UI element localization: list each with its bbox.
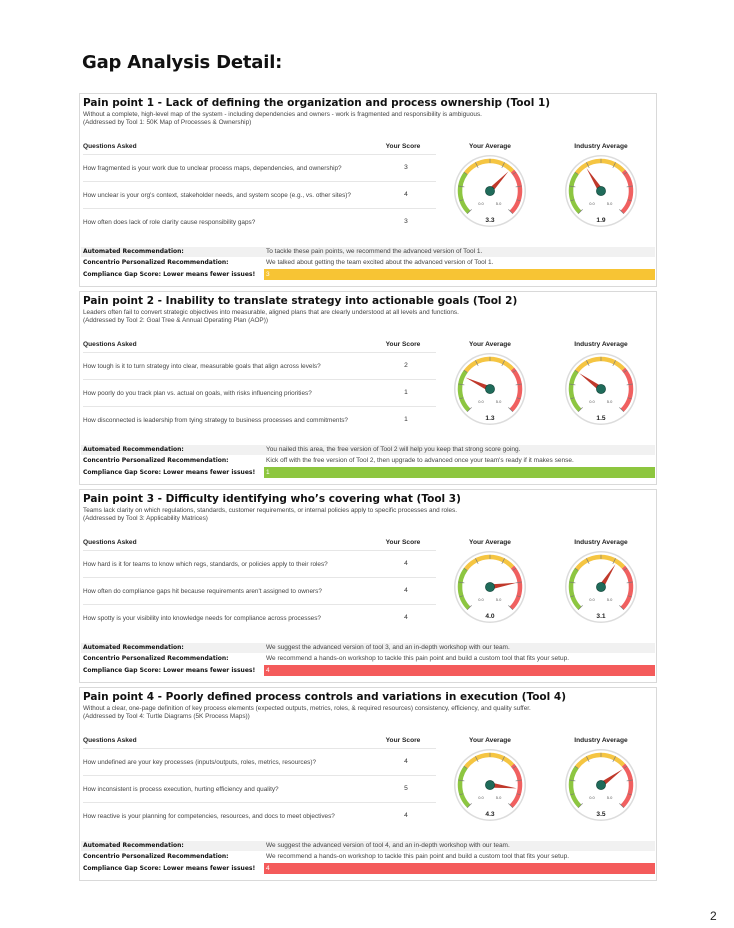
automated-label: Automated Recommendation:: [83, 644, 184, 651]
description-text: Without a clear, one-page definition of key process elements (expected outputs, metrics, roles, & required resources) consistency, efficiency, and quality suffer.: [83, 705, 531, 712]
gauge-max-label: 5.0: [606, 398, 613, 404]
your-average-gauge: [452, 352, 528, 426]
gauge-max-label: 5.0: [495, 794, 502, 800]
questions-header: Questions Asked: [83, 143, 137, 150]
industry-average-header: Industry Average: [574, 539, 628, 546]
question-score: 4: [404, 559, 408, 567]
question-text-value: How disconnected is leadership from tying strategy to business processes and commitments?: [83, 416, 348, 424]
your-average-header: Your Average: [469, 737, 511, 744]
gauge-max-label: 5.0: [606, 200, 613, 206]
description-text: Without a complete, high-level map of the system - including dependencies and owners - work is fragmented and responsibility is ambiguous.: [83, 111, 482, 118]
question-text-value: How inconsistent is process execution, hurting efficiency and quality?: [83, 785, 279, 793]
gauge-min-label: 0.0: [478, 398, 484, 404]
industry-average-gauge: [563, 352, 639, 426]
automated-recommendation: To tackle these pain points, we recommend the advanced version of Tool 1.: [266, 248, 483, 255]
your-average-value: 1.3: [485, 415, 495, 422]
question-row: [83, 406, 436, 432]
your-average-header: Your Average: [469, 341, 511, 348]
industry-average-gauge: [563, 154, 639, 228]
gauge-min-label: 0.0: [478, 596, 484, 602]
question-row: [83, 550, 436, 576]
question-score: 3: [404, 163, 408, 171]
question-score: 1: [404, 388, 408, 396]
question-text: [83, 184, 373, 208]
question-text-value: How hard is it for teams to know which regs, standards, or policies apply to their roles?: [83, 560, 328, 568]
question-text: [83, 409, 373, 433]
question-text-value: How tough is it to turn strategy into clear, measurable goals that align across levels?: [83, 362, 321, 370]
score-header: Your Score: [385, 341, 421, 348]
question-score: 4: [404, 757, 408, 765]
automated-recommendation: We suggest the advanced version of tool 4, and an in-depth workshop with our team.: [266, 842, 510, 849]
question-text-value: How fragmented is your work due to unclear process maps, dependencies, and ownership?: [83, 164, 342, 172]
question-text-value: How reactive is your planning for competencies, resources, and docs to meet objectives?: [83, 812, 335, 820]
questions-header: Questions Asked: [83, 341, 137, 348]
pain-point-title: Pain point 1 - Lack of defining the organization and process ownership (Tool 1): [83, 97, 551, 109]
automated-label: Automated Recommendation:: [83, 248, 184, 255]
industry-average-header: Industry Average: [574, 143, 628, 150]
question-text-value: How undefined are your key processes (inputs/outputs, roles, metrics, resources)?: [83, 758, 317, 766]
score-header: Your Score: [385, 143, 421, 150]
industry-average-header: Industry Average: [574, 341, 628, 348]
personalized-label: Concentrio Personalized Recommendation:: [83, 853, 229, 860]
question-row: [83, 379, 436, 405]
your-average-gauge: [452, 154, 528, 228]
question-score: 5: [404, 784, 408, 792]
question-text: [83, 382, 373, 406]
pain-point-title: Pain point 4 - Poorly defined process controls and variations in execution (Tool 4): [83, 691, 567, 703]
pain-point-title: Pain point 3 - Difficulty identifying who’s covering what (Tool 3): [83, 493, 461, 505]
gap-score: 1: [264, 467, 655, 478]
your-average-header: Your Average: [469, 143, 511, 150]
question-row: [83, 748, 436, 774]
compliance-gap-row: [81, 467, 655, 478]
pain-point-card: [79, 687, 657, 881]
personalized-label: Concentrio Personalized Recommendation:: [83, 655, 229, 662]
personalized-recommendation-row: [81, 258, 655, 268]
question-score: 1: [404, 415, 408, 423]
question-score: 4: [404, 811, 408, 819]
automated-label: Automated Recommendation:: [83, 446, 184, 453]
gauge-min-label: 0.0: [589, 596, 595, 602]
automated-label: Automated Recommendation:: [83, 842, 184, 849]
gauge-min-label: 0.0: [478, 200, 484, 206]
automated-recommendation: You nailed this area, the free version of Tool 2 will help you keep that strong score going.: [266, 446, 521, 453]
gap-label: Compliance Gap Score: Lower means fewer issues!: [81, 467, 262, 478]
question-row: [83, 208, 436, 234]
score-header: Your Score: [385, 539, 421, 546]
automated-recommendation-row: [81, 643, 655, 653]
question-score: 4: [404, 190, 408, 198]
gap-score: 3: [264, 269, 655, 280]
industry-average-gauge: [563, 550, 639, 624]
question-score: 2: [404, 361, 408, 369]
question-row: [83, 577, 436, 603]
pain-point-description: [83, 507, 653, 523]
addressed-by-text: (Addressed by Tool 3: Applicability Matrices): [83, 515, 208, 523]
industry-average-value: 1.5: [596, 415, 606, 422]
automated-recommendation-row: [81, 841, 655, 851]
personalized-recommendation-row: [81, 852, 655, 862]
personalized-recommendation: We talked about getting the team excited about the advanced version of Tool 1.: [266, 259, 494, 266]
question-row: [83, 802, 436, 828]
question-text: [83, 778, 373, 802]
personalized-recommendation-row: [81, 654, 655, 664]
question-text: [83, 607, 373, 631]
industry-average-value: 3.5: [596, 811, 606, 818]
gauge-min-label: 0.0: [589, 200, 595, 206]
your-average-gauge: [452, 550, 528, 624]
compliance-gap-row: [81, 863, 655, 874]
your-average-value: 3.3: [485, 217, 495, 224]
question-text: [83, 580, 373, 604]
question-score: 4: [404, 613, 408, 621]
industry-average-gauge: [563, 748, 639, 822]
question-text: [83, 355, 373, 379]
gap-label: Compliance Gap Score: Lower means fewer issues!: [81, 863, 262, 874]
gauge-max-label: 5.0: [606, 596, 613, 602]
gauge-min-label: 0.0: [589, 398, 595, 404]
page-title: Gap Analysis Detail:: [82, 52, 283, 73]
question-text-value: How often do compliance gaps hit because requirements aren't assigned to owners?: [83, 587, 322, 595]
gauge-max-label: 5.0: [606, 794, 613, 800]
question-text-value: How poorly do you track plan vs. actual on goals, with risks influencing priorities?: [83, 389, 312, 397]
question-row: [83, 604, 436, 630]
your-average-value: 4.0: [485, 613, 495, 620]
your-average-header: Your Average: [469, 539, 511, 546]
personalized-recommendation: We recommend a hands-on workshop to tackle this pain point and build a custom tool that fits your setup.: [266, 853, 570, 860]
gap-label: Compliance Gap Score: Lower means fewer issues!: [81, 665, 262, 676]
question-text-value: How spotty is your visibility into knowledge needs for compliance across processes?: [83, 614, 321, 622]
gauge-max-label: 5.0: [495, 596, 502, 602]
question-score: 3: [404, 217, 408, 225]
industry-average-header: Industry Average: [574, 737, 628, 744]
gauge-min-label: 0.0: [478, 794, 484, 800]
personalized-recommendation-row: [81, 456, 655, 466]
question-row: [83, 154, 436, 180]
automated-recommendation-row: [81, 247, 655, 257]
compliance-gap-row: [81, 269, 655, 280]
personalized-label: Concentrio Personalized Recommendation:: [83, 457, 229, 464]
questions-header: Questions Asked: [83, 539, 137, 546]
personalized-label: Concentrio Personalized Recommendation:: [83, 259, 229, 266]
question-text: [83, 157, 373, 181]
gap-score: 4: [264, 665, 655, 676]
score-header: Your Score: [385, 737, 421, 744]
question-row: [83, 775, 436, 801]
questions-header: Questions Asked: [83, 737, 137, 744]
pain-point-description: [83, 309, 653, 325]
gap-score: 4: [264, 863, 655, 874]
description-text: Teams lack clarity on which regulations, standards, customer requirements, or internal policies apply to specific processes and roles.: [83, 507, 458, 514]
pain-point-description: [83, 111, 653, 127]
question-row: [83, 352, 436, 378]
automated-recommendation: We suggest the advanced version of tool 3, and an in-depth workshop with our team.: [266, 644, 510, 651]
question-text: [83, 751, 373, 775]
gap-label: Compliance Gap Score: Lower means fewer issues!: [81, 269, 262, 280]
pain-point-description: [83, 705, 653, 721]
question-text: [83, 211, 373, 235]
gauge-max-label: 5.0: [495, 200, 502, 206]
question-text: [83, 553, 373, 577]
pain-point-card: [79, 489, 657, 683]
gauge-max-label: 5.0: [495, 398, 502, 404]
addressed-by-text: (Addressed by Tool 2: Goal Tree & Annual Operating Plan (AOP)): [83, 317, 268, 325]
question-text-value: How unclear is your org's context, stakeholder needs, and system scope (e.g., vs. other sites)?: [83, 191, 351, 199]
gauge-min-label: 0.0: [589, 794, 595, 800]
page-number: 2: [710, 909, 717, 923]
pain-point-title: Pain point 2 - Inability to translate strategy into actionable goals (Tool 2): [83, 295, 518, 307]
automated-recommendation-row: [81, 445, 655, 455]
addressed-by-text: (Addressed by Tool 1: 50K Map of Processes & Ownership): [83, 119, 252, 127]
personalized-recommendation: Kick off with the free version of Tool 2, then upgrade to advanced once your team's ready if it makes sense.: [266, 457, 574, 464]
your-average-value: 4.3: [485, 811, 495, 818]
question-text: [83, 805, 373, 829]
description-text: Leaders often fail to convert strategic objectives into measurable, aligned plans that are clearly understood at all levels and functions.: [83, 309, 459, 316]
your-average-gauge: [452, 748, 528, 822]
addressed-by-text: (Addressed by Tool 4: Turtle Diagrams (5K Process Maps)): [83, 713, 250, 721]
question-row: [83, 181, 436, 207]
industry-average-value: 3.1: [596, 613, 606, 620]
compliance-gap-row: [81, 665, 655, 676]
question-text-value: How often does lack of role clarity cause responsibility gaps?: [83, 218, 256, 226]
industry-average-value: 1.9: [596, 217, 606, 224]
personalized-recommendation: We recommend a hands-on workshop to tackle this pain point and build a custom tool that fits your setup.: [266, 655, 570, 662]
question-score: 4: [404, 586, 408, 594]
pain-point-card: [79, 291, 657, 485]
pain-point-card: [79, 93, 657, 287]
